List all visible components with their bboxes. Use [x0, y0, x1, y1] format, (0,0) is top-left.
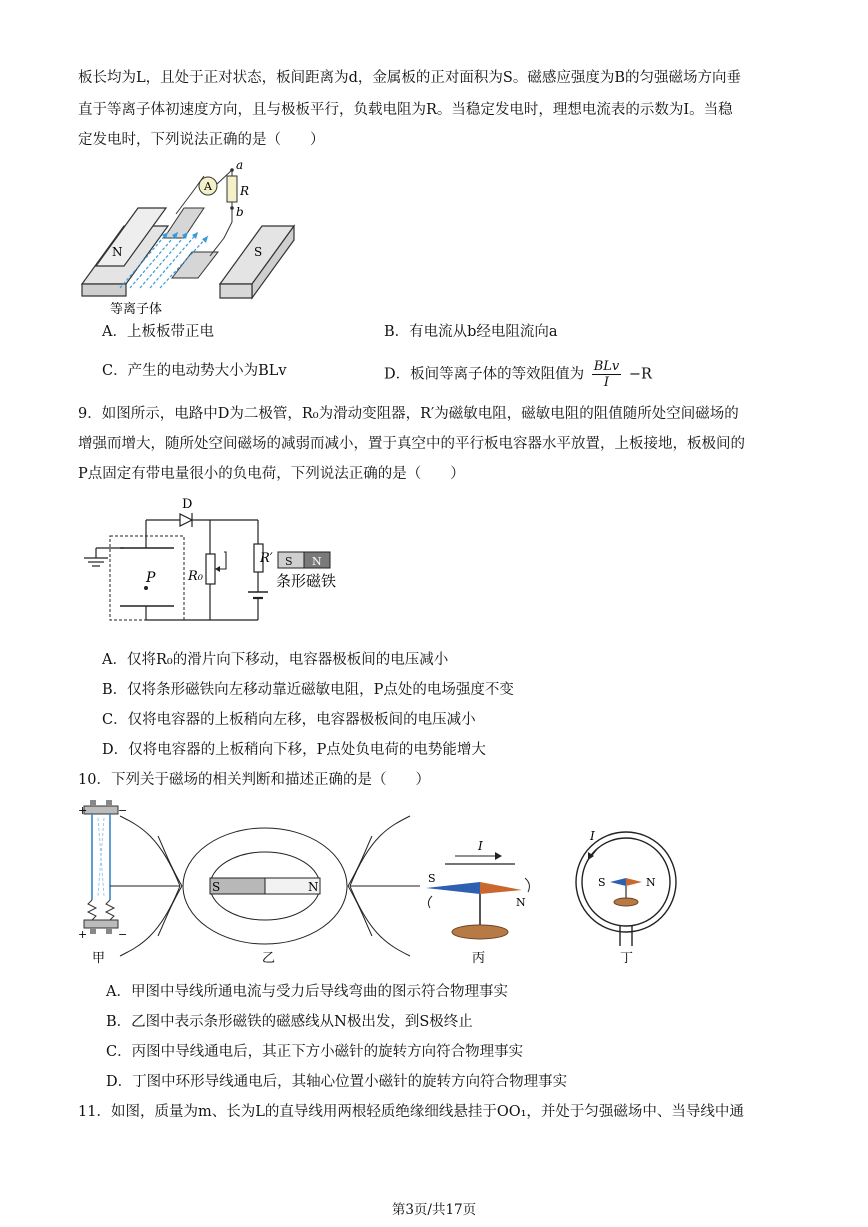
- q10-stem: 10．下列关于磁场的相关判断和描述正确的是（ ）: [78, 772, 430, 788]
- ding-n-label: N: [646, 876, 656, 889]
- q9-option-d[interactable]: D．仅将电容器的上板稍向下移，P点处负电荷的电势能增大: [102, 742, 486, 758]
- figure-bing: [426, 839, 529, 966]
- q9-option-c[interactable]: C．仅将电容器的上板稍向左移，电容器极板间的电压减小: [102, 712, 476, 728]
- q8-option-b[interactable]: B．有电流从b经电阻流向a: [384, 324, 558, 340]
- svg-text:−: −: [118, 928, 128, 941]
- q8-option-c[interactable]: C．产生的电动势大小为BLv: [102, 363, 287, 379]
- rprime-label: R′: [260, 551, 273, 566]
- q8-generator-figure: [76, 156, 306, 316]
- q11-stem-line-1: 11．如图，质量为m、长为L的直导线用两根轻质绝缘细线悬挂于OO₁，并处于匀强磁场中、当导线中通: [78, 1104, 744, 1120]
- label-yi: 乙: [262, 951, 276, 966]
- yi-s-label: S: [212, 880, 221, 894]
- label-bing: 丙: [472, 951, 486, 966]
- magnet-s-label: S: [254, 245, 263, 259]
- figure-ding: [576, 829, 676, 966]
- fraction: [592, 359, 622, 390]
- yi-n-label: N: [308, 880, 319, 894]
- point-p-label: P: [146, 570, 156, 586]
- bar-magnet-yi: [210, 878, 320, 966]
- terminal-b-label: b: [236, 205, 244, 219]
- svg-text:+: +: [78, 928, 88, 941]
- q9-magnet-s: S: [285, 555, 293, 568]
- magnet-n-label: N: [112, 245, 123, 259]
- magnet-caption: 条形磁铁: [276, 572, 337, 590]
- q9-circuit-figure: [76, 494, 366, 634]
- fraction-numerator: BLv: [593, 359, 620, 374]
- q9-stem-line-1: 9．如图所示，电路中D为二极管，R₀为滑动变阻器，R′为磁敏电阻，磁敏电阻的阻值随所处空间磁场的: [78, 406, 739, 422]
- q10-option-d[interactable]: D．丁图中环形导线通电后，其轴心位置小磁针的旋转方向符合物理事实: [106, 1074, 568, 1090]
- q9-stem-line-3: P点固定有带电量很小的负电荷，下列说法正确的是（ ）: [78, 466, 465, 482]
- q8-option-a[interactable]: A．上板板带正电: [102, 324, 214, 340]
- q10-figures: [70, 796, 710, 976]
- diode-label: D: [182, 497, 193, 512]
- q9-option-b[interactable]: B．仅将条形磁铁向左移动靠近磁敏电阻，P点处的电场强度不变: [102, 682, 514, 698]
- q8-stem-line-1: 板长均为L，且处于正对状态，板间距离为d，金属板的正对面积为S。磁感应强度为B的匀强磁场方向垂: [78, 70, 741, 86]
- q9-option-a[interactable]: A．仅将R₀的滑片向下移动，电容器极板间的电压减小: [102, 652, 449, 668]
- q9-stem-line-2: 增强而增大，随所处空间磁场的减弱而减小，置于真空中的平行板电容器水平放置，上板接地，板极间的: [78, 436, 745, 452]
- svg-text:+: +: [78, 804, 88, 817]
- resistor-label: R: [240, 184, 250, 198]
- q8-option-d[interactable]: [384, 359, 652, 390]
- q9-magnet-n: N: [312, 555, 322, 568]
- q10-option-c[interactable]: C．丙图中导线通电后，其正下方小磁针的旋转方向符合物理事实: [106, 1044, 524, 1060]
- ding-i-label: I: [590, 829, 595, 843]
- bing-i-label: I: [478, 839, 483, 853]
- page-footer: 第3页/共17页: [391, 1202, 477, 1218]
- q8-stem-line-3: 定发电时，下列说法正确的是（ ）: [78, 132, 325, 148]
- figure-jia: [78, 800, 127, 966]
- plasma-caption: 等离子体: [110, 302, 163, 316]
- svg-text:−: −: [118, 804, 128, 817]
- q8-option-d-suffix: −R: [628, 366, 652, 383]
- q8-stem-line-2: 直于等离子体初速度方向，且与极板平行，负载电阻为R。当稳定发电时，理想电流表的示数为I。当稳: [78, 102, 733, 118]
- q10-option-a[interactable]: A．甲图中导线所通电流与受力后导线弯曲的图示符合物理事实: [106, 984, 508, 1000]
- r0-label: R₀: [188, 569, 203, 584]
- ding-s-label: S: [598, 876, 606, 889]
- label-ding: 丁: [620, 951, 634, 966]
- q10-option-b[interactable]: B．乙图中表示条形磁铁的磁感线从N极出发，到S极终止: [106, 1014, 473, 1030]
- q8-option-d-prefix: D．板间等离子体的等效阻值为: [384, 366, 585, 383]
- ammeter-label: A: [204, 180, 212, 193]
- bing-n-label: N: [516, 896, 526, 909]
- bing-s-label: S: [428, 872, 436, 885]
- label-jia: 甲: [92, 951, 106, 966]
- fraction-denominator: I: [603, 375, 610, 390]
- terminal-a-label: a: [236, 158, 244, 172]
